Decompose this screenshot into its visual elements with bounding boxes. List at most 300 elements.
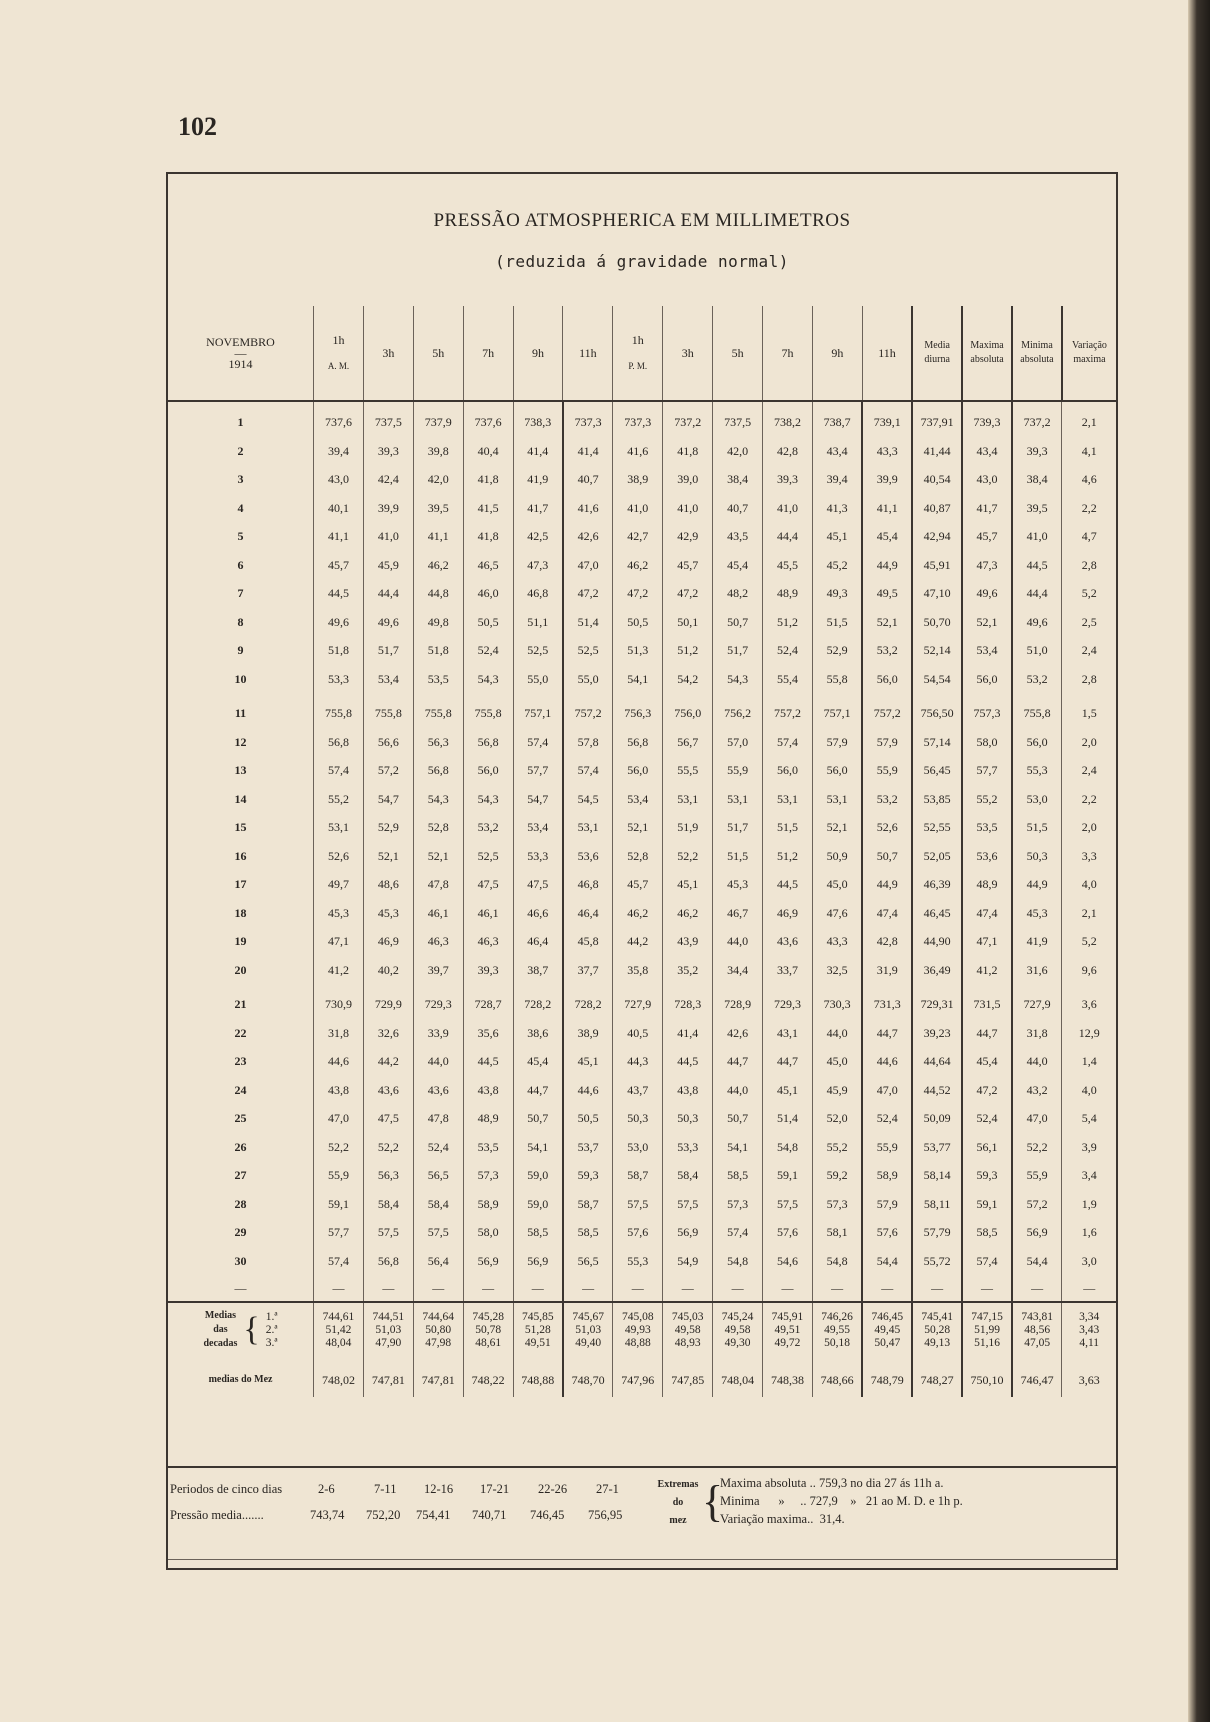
- decade-values-cell: [663, 1302, 713, 1351]
- decade-value: 50,47: [874, 1336, 901, 1349]
- value-cell: 47,3: [513, 551, 563, 580]
- value-cell: 56,0: [812, 756, 862, 785]
- value-cell: 56,3: [413, 728, 463, 757]
- day-cell: 28: [234, 1196, 247, 1211]
- table-row: [168, 785, 1116, 814]
- decade-value: 744,64: [422, 1310, 455, 1323]
- value-cell: 45,0: [812, 1047, 862, 1076]
- value-cell: 45,7: [613, 870, 663, 899]
- value-cell: 58,5: [513, 1218, 563, 1247]
- value-cell: 4,7: [1062, 522, 1116, 551]
- value-cell: 54,54: [912, 665, 962, 694]
- value-cell: 43,2: [1012, 1076, 1062, 1105]
- value-cell: 54,8: [812, 1247, 862, 1276]
- table-row: [168, 465, 1116, 494]
- value-cell: 51,8: [413, 636, 463, 665]
- value-cell: 728,2: [563, 984, 613, 1019]
- value-cell: 49,6: [363, 608, 413, 637]
- value-cell: 51,5: [763, 813, 813, 842]
- value-cell: 58,11: [912, 1190, 962, 1219]
- decade-values-cell: [1012, 1302, 1062, 1351]
- value-cell: 737,9: [413, 401, 463, 437]
- value-cell: 39,4: [314, 437, 364, 466]
- value-cell: 44,0: [713, 1076, 763, 1105]
- value-cell: 46,3: [413, 927, 463, 956]
- value-cell: 41,7: [513, 494, 563, 523]
- extremes-label: mez: [669, 1515, 687, 1526]
- value-cell: 729,3: [763, 984, 813, 1019]
- value-cell: 47,8: [413, 870, 463, 899]
- value-cell: 38,7: [513, 956, 563, 985]
- value-cell: 46,4: [563, 899, 613, 928]
- value-cell: 57,4: [513, 728, 563, 757]
- value-cell: 56,1: [962, 1133, 1012, 1162]
- value-cell: 37,7: [563, 956, 613, 985]
- table-row: [168, 693, 1116, 728]
- value-cell: 53,2: [862, 785, 912, 814]
- value-cell: 46,8: [513, 579, 563, 608]
- value-cell: 51,5: [713, 842, 763, 871]
- value-cell: 737,2: [663, 401, 713, 437]
- value-cell: 42,6: [563, 522, 613, 551]
- period-pressure: 746,45: [530, 1508, 565, 1522]
- value-cell: 44,6: [314, 1047, 364, 1076]
- value-cell: 49,6: [1012, 608, 1062, 637]
- value-cell: 55,9: [862, 756, 912, 785]
- header-hour-cell: [513, 306, 563, 401]
- value-cell: 54,7: [513, 785, 563, 814]
- value-cell: 45,7: [314, 551, 364, 580]
- value-cell: 35,6: [463, 1019, 513, 1048]
- value-cell: 731,3: [862, 984, 912, 1019]
- value-cell: 41,4: [663, 1019, 713, 1048]
- value-cell: 44,5: [463, 1047, 513, 1076]
- value-cell: 52,1: [613, 813, 663, 842]
- hour-label: 3h: [382, 346, 395, 360]
- minima-header-line1: Minima: [1021, 340, 1053, 351]
- table-row: [168, 728, 1116, 757]
- value-cell: 53,5: [413, 665, 463, 694]
- value-cell: 48,9: [763, 579, 813, 608]
- value-cell: 56,9: [1012, 1218, 1062, 1247]
- day-cell: 22: [234, 1025, 247, 1040]
- value-cell: 43,3: [862, 437, 912, 466]
- value-cell: 49,6: [314, 608, 364, 637]
- decade-value: 4,11: [1079, 1336, 1100, 1349]
- value-cell: 57,0: [713, 728, 763, 757]
- value-cell: 48,9: [962, 870, 1012, 899]
- value-cell: 59,3: [962, 1161, 1012, 1190]
- value-cell: 47,8: [413, 1104, 463, 1133]
- value-cell: 39,7: [413, 956, 463, 985]
- value-cell: 31,8: [314, 1019, 364, 1048]
- value-cell: 50,5: [463, 608, 513, 637]
- value-cell: 54,4: [1012, 1247, 1062, 1276]
- decade-value: 745,03: [671, 1310, 704, 1323]
- value-cell: 53,1: [314, 813, 364, 842]
- dash-cell: —: [763, 1275, 813, 1302]
- value-cell: 39,0: [663, 465, 713, 494]
- period-range: 7-11: [374, 1482, 397, 1496]
- decade-values-cell: [363, 1302, 413, 1351]
- day-cell: 21: [234, 997, 247, 1011]
- table-row: [168, 813, 1116, 842]
- value-cell: 42,8: [763, 437, 813, 466]
- pm-label: P. M.: [628, 361, 648, 371]
- value-cell: 46,9: [363, 927, 413, 956]
- day-cell: 11: [234, 706, 247, 720]
- value-cell: 50,9: [812, 842, 862, 871]
- decade-value: 49,58: [674, 1323, 701, 1336]
- value-cell: 3,4: [1062, 1161, 1116, 1190]
- dash-cell: —: [563, 1275, 613, 1302]
- value-cell: 49,7: [314, 870, 364, 899]
- value-cell: 55,3: [613, 1247, 663, 1276]
- decade-value: 49,40: [575, 1336, 602, 1349]
- value-cell: 52,1: [862, 608, 912, 637]
- value-cell: 44,7: [862, 1019, 912, 1048]
- dash-cell: —: [862, 1275, 912, 1302]
- value-cell: 32,5: [812, 956, 862, 985]
- value-cell: 45,1: [812, 522, 862, 551]
- decade-values-cell: [314, 1302, 364, 1351]
- value-cell: 56,8: [613, 728, 663, 757]
- value-cell: 52,4: [962, 1104, 1012, 1133]
- value-cell: 58,1: [812, 1218, 862, 1247]
- header-hour-cell: [563, 306, 613, 401]
- value-cell: 50,7: [713, 1104, 763, 1133]
- value-cell: 41,0: [663, 494, 713, 523]
- month-label: NOVEMBRO: [206, 335, 275, 349]
- value-cell: 46,3: [463, 927, 513, 956]
- decade-value: 50,80: [425, 1323, 452, 1336]
- hour-label: 1h: [332, 333, 345, 347]
- value-cell: 44,90: [912, 927, 962, 956]
- value-cell: 738,7: [812, 401, 862, 437]
- day-cell: 26: [234, 1139, 247, 1154]
- month-mean-value: 748,66: [812, 1351, 862, 1397]
- value-cell: 56,5: [413, 1161, 463, 1190]
- value-cell: 55,9: [1012, 1161, 1062, 1190]
- dash-cell: —: [314, 1275, 364, 1302]
- table-frame: [166, 172, 1118, 1570]
- value-cell: 53,1: [713, 785, 763, 814]
- value-cell: 47,1: [962, 927, 1012, 956]
- value-cell: 56,0: [763, 756, 813, 785]
- day-cell: 24: [234, 1082, 247, 1097]
- value-cell: 3,3: [1062, 842, 1116, 871]
- decades-row: [168, 1302, 1116, 1351]
- value-cell: 39,8: [413, 437, 463, 466]
- value-cell: 55,9: [314, 1161, 364, 1190]
- value-cell: 45,1: [663, 870, 713, 899]
- value-cell: 54,8: [713, 1247, 763, 1276]
- value-cell: 47,0: [862, 1076, 912, 1105]
- value-cell: 53,4: [513, 813, 563, 842]
- value-cell: 737,5: [363, 401, 413, 437]
- decade-value: 745,24: [721, 1310, 754, 1323]
- decade-value: 743,81: [1021, 1310, 1053, 1323]
- book-gutter: [1188, 0, 1210, 1722]
- value-cell: 35,2: [663, 956, 713, 985]
- value-cell: 51,5: [812, 608, 862, 637]
- value-cell: 53,3: [513, 842, 563, 871]
- value-cell: 56,8: [363, 1247, 413, 1276]
- value-cell: 739,1: [862, 401, 912, 437]
- value-cell: 59,2: [812, 1161, 862, 1190]
- header-hour-cell: [314, 306, 364, 401]
- value-cell: 45,4: [962, 1047, 1012, 1076]
- decade-value: 48,56: [1024, 1323, 1051, 1336]
- value-cell: 45,3: [713, 870, 763, 899]
- value-cell: 56,9: [663, 1218, 713, 1247]
- value-cell: 41,8: [463, 522, 513, 551]
- value-cell: 54,6: [763, 1247, 813, 1276]
- value-cell: 53,3: [314, 665, 364, 694]
- value-cell: 44,5: [763, 870, 813, 899]
- table-row: [168, 1218, 1116, 1247]
- value-cell: 50,7: [513, 1104, 563, 1133]
- extremes-label: Extremas: [657, 1479, 699, 1490]
- decade-value: 50,18: [824, 1336, 851, 1349]
- value-cell: 41,1: [862, 494, 912, 523]
- table-row: [168, 665, 1116, 694]
- value-cell: 4,1: [1062, 437, 1116, 466]
- table-row: [168, 608, 1116, 637]
- dash-cell: —: [234, 1281, 247, 1295]
- value-cell: 56,0: [1012, 728, 1062, 757]
- value-cell: 51,7: [713, 813, 763, 842]
- value-cell: 2,1: [1062, 401, 1116, 437]
- decade-value: 48,04: [325, 1336, 352, 1349]
- value-cell: 44,2: [613, 927, 663, 956]
- value-cell: 2,5: [1062, 608, 1116, 637]
- decade-ordinal: 2.ª: [265, 1323, 278, 1336]
- value-cell: 44,2: [363, 1047, 413, 1076]
- decade-value: 49,58: [724, 1323, 751, 1336]
- dash-cell: —: [613, 1275, 663, 1302]
- day-cell: 13: [234, 763, 247, 777]
- decade-value: 50,28: [924, 1323, 951, 1336]
- value-cell: 730,9: [314, 984, 364, 1019]
- value-cell: 56,4: [413, 1247, 463, 1276]
- header-hour-cell: [713, 306, 763, 401]
- value-cell: 737,6: [314, 401, 364, 437]
- value-cell: 57,2: [363, 756, 413, 785]
- value-cell: 40,7: [563, 465, 613, 494]
- value-cell: 51,1: [513, 608, 563, 637]
- value-cell: 46,2: [663, 899, 713, 928]
- decade-value: 3,34: [1079, 1310, 1100, 1323]
- value-cell: 41,0: [363, 522, 413, 551]
- value-cell: 57,7: [513, 756, 563, 785]
- decade-values-cell: [912, 1302, 962, 1351]
- value-cell: 49,3: [812, 579, 862, 608]
- table-row: [168, 494, 1116, 523]
- day-cell: 15: [234, 820, 247, 834]
- value-cell: 46,0: [463, 579, 513, 608]
- value-cell: 44,6: [563, 1076, 613, 1105]
- value-cell: 44,5: [314, 579, 364, 608]
- decade-values-cell: [513, 1302, 563, 1351]
- value-cell: 56,8: [463, 728, 513, 757]
- value-cell: 44,4: [363, 579, 413, 608]
- month-mean-value: 747,85: [663, 1351, 713, 1397]
- value-cell: 52,5: [563, 636, 613, 665]
- value-cell: 40,4: [463, 437, 513, 466]
- value-cell: 52,6: [862, 813, 912, 842]
- value-cell: 728,2: [513, 984, 563, 1019]
- value-cell: 50,3: [1012, 842, 1062, 871]
- value-cell: 737,3: [613, 401, 663, 437]
- value-cell: 38,4: [713, 465, 763, 494]
- hour-label: 9h: [831, 346, 844, 360]
- media-header-line1: Media: [924, 340, 950, 351]
- decade-value: 48,61: [475, 1336, 502, 1349]
- value-cell: 45,7: [962, 522, 1012, 551]
- value-cell: 35,8: [613, 956, 663, 985]
- value-cell: 46,9: [763, 899, 813, 928]
- value-cell: 54,1: [713, 1133, 763, 1162]
- decade-value: 745,08: [621, 1310, 654, 1323]
- value-cell: 49,8: [413, 608, 463, 637]
- value-cell: 53,4: [962, 636, 1012, 665]
- value-cell: 4,6: [1062, 465, 1116, 494]
- value-cell: 729,31: [912, 984, 962, 1019]
- value-cell: 57,6: [763, 1218, 813, 1247]
- decade-values-cell: [613, 1302, 663, 1351]
- decade-value: 49,55: [824, 1323, 851, 1336]
- value-cell: 43,5: [713, 522, 763, 551]
- value-cell: 34,4: [713, 956, 763, 985]
- value-cell: 58,0: [463, 1218, 513, 1247]
- value-cell: 56,0: [962, 665, 1012, 694]
- dash-cell: —: [962, 1275, 1012, 1302]
- value-cell: 756,3: [613, 693, 663, 728]
- value-cell: 43,0: [962, 465, 1012, 494]
- value-cell: 36,49: [912, 956, 962, 985]
- value-cell: 56,6: [363, 728, 413, 757]
- value-cell: 729,9: [363, 984, 413, 1019]
- month-mean-value: 748,04: [713, 1351, 763, 1397]
- table-row: [168, 1019, 1116, 1048]
- header-month-cell: NOVEMBRO — 1914: [168, 306, 314, 401]
- value-cell: 757,2: [763, 693, 813, 728]
- value-cell: 45,0: [812, 870, 862, 899]
- decade-value: 51,99: [974, 1323, 1000, 1336]
- value-cell: 53,1: [812, 785, 862, 814]
- decade-value: 744,61: [322, 1310, 355, 1323]
- value-cell: 43,6: [363, 1076, 413, 1105]
- value-cell: 41,9: [513, 465, 563, 494]
- decade-value: 51,03: [575, 1323, 602, 1336]
- hour-label: 7h: [482, 346, 495, 360]
- value-cell: 48,6: [363, 870, 413, 899]
- value-cell: 52,1: [962, 608, 1012, 637]
- value-cell: 47,0: [1012, 1104, 1062, 1133]
- value-cell: 53,4: [363, 665, 413, 694]
- decade-value: 3,43: [1079, 1323, 1100, 1336]
- value-cell: 54,8: [763, 1133, 813, 1162]
- value-cell: 59,1: [763, 1161, 813, 1190]
- value-cell: 41,6: [613, 437, 663, 466]
- day-cell: 19: [234, 934, 247, 948]
- dash-cell: —: [363, 1275, 413, 1302]
- value-cell: 52,4: [413, 1133, 463, 1162]
- value-cell: 39,3: [363, 437, 413, 466]
- value-cell: 39,3: [763, 465, 813, 494]
- value-cell: 44,7: [713, 1047, 763, 1076]
- day-cell: 27: [234, 1168, 247, 1182]
- decade-value: 49,45: [874, 1323, 901, 1336]
- value-cell: 57,9: [862, 1190, 912, 1219]
- value-cell: 40,1: [314, 494, 364, 523]
- value-cell: 55,4: [763, 665, 813, 694]
- value-cell: 58,5: [563, 1218, 613, 1247]
- value-cell: 54,2: [663, 665, 713, 694]
- value-cell: 52,9: [363, 813, 413, 842]
- pressure-media-label: Pressão media.......: [170, 1508, 264, 1522]
- value-cell: 1,5: [1062, 693, 1116, 728]
- month-mean-value: 748,22: [463, 1351, 513, 1397]
- extremes-line: Minima » .. 727,9 » 21 ao M. D. e 1h p.: [720, 1494, 963, 1508]
- decade-value: 48,88: [624, 1336, 651, 1349]
- table-subtitle: (reduzida á gravidade normal): [495, 252, 789, 271]
- decade-values-cell: [812, 1302, 862, 1351]
- value-cell: 53,4: [613, 785, 663, 814]
- minima-header: [1012, 306, 1062, 401]
- value-cell: 728,9: [713, 984, 763, 1019]
- value-cell: 42,0: [713, 437, 763, 466]
- value-cell: 755,8: [363, 693, 413, 728]
- value-cell: 9,6: [1062, 956, 1116, 985]
- value-cell: 58,7: [563, 1190, 613, 1219]
- month-mean-value: 746,47: [1012, 1351, 1062, 1397]
- value-cell: 58,5: [713, 1161, 763, 1190]
- value-cell: 58,14: [912, 1161, 962, 1190]
- value-cell: 39,3: [1012, 437, 1062, 466]
- value-cell: 41,7: [962, 494, 1012, 523]
- value-cell: 52,5: [513, 636, 563, 665]
- decade-value: 745,85: [521, 1310, 554, 1323]
- value-cell: 50,70: [912, 608, 962, 637]
- variacao-header-line2: maxima: [1073, 354, 1106, 365]
- value-cell: 58,5: [962, 1218, 1012, 1247]
- value-cell: 52,9: [812, 636, 862, 665]
- value-cell: 54,7: [363, 785, 413, 814]
- pressure-table: [168, 306, 1116, 1397]
- value-cell: 47,5: [463, 870, 513, 899]
- decade-value: 49,13: [924, 1336, 951, 1349]
- value-cell: 53,6: [563, 842, 613, 871]
- value-cell: 51,7: [713, 636, 763, 665]
- value-cell: 47,0: [314, 1104, 364, 1133]
- value-cell: 47,5: [363, 1104, 413, 1133]
- value-cell: 53,0: [1012, 785, 1062, 814]
- value-cell: 31,6: [1012, 956, 1062, 985]
- value-cell: 51,2: [663, 636, 713, 665]
- period-range: 27-1: [596, 1482, 619, 1496]
- value-cell: 57,8: [563, 728, 613, 757]
- value-cell: 42,5: [513, 522, 563, 551]
- value-cell: 58,4: [663, 1161, 713, 1190]
- value-cell: 39,9: [862, 465, 912, 494]
- value-cell: 43,6: [763, 927, 813, 956]
- value-cell: 41,9: [1012, 927, 1062, 956]
- value-cell: 38,4: [1012, 465, 1062, 494]
- value-cell: 57,4: [763, 728, 813, 757]
- value-cell: 55,2: [962, 785, 1012, 814]
